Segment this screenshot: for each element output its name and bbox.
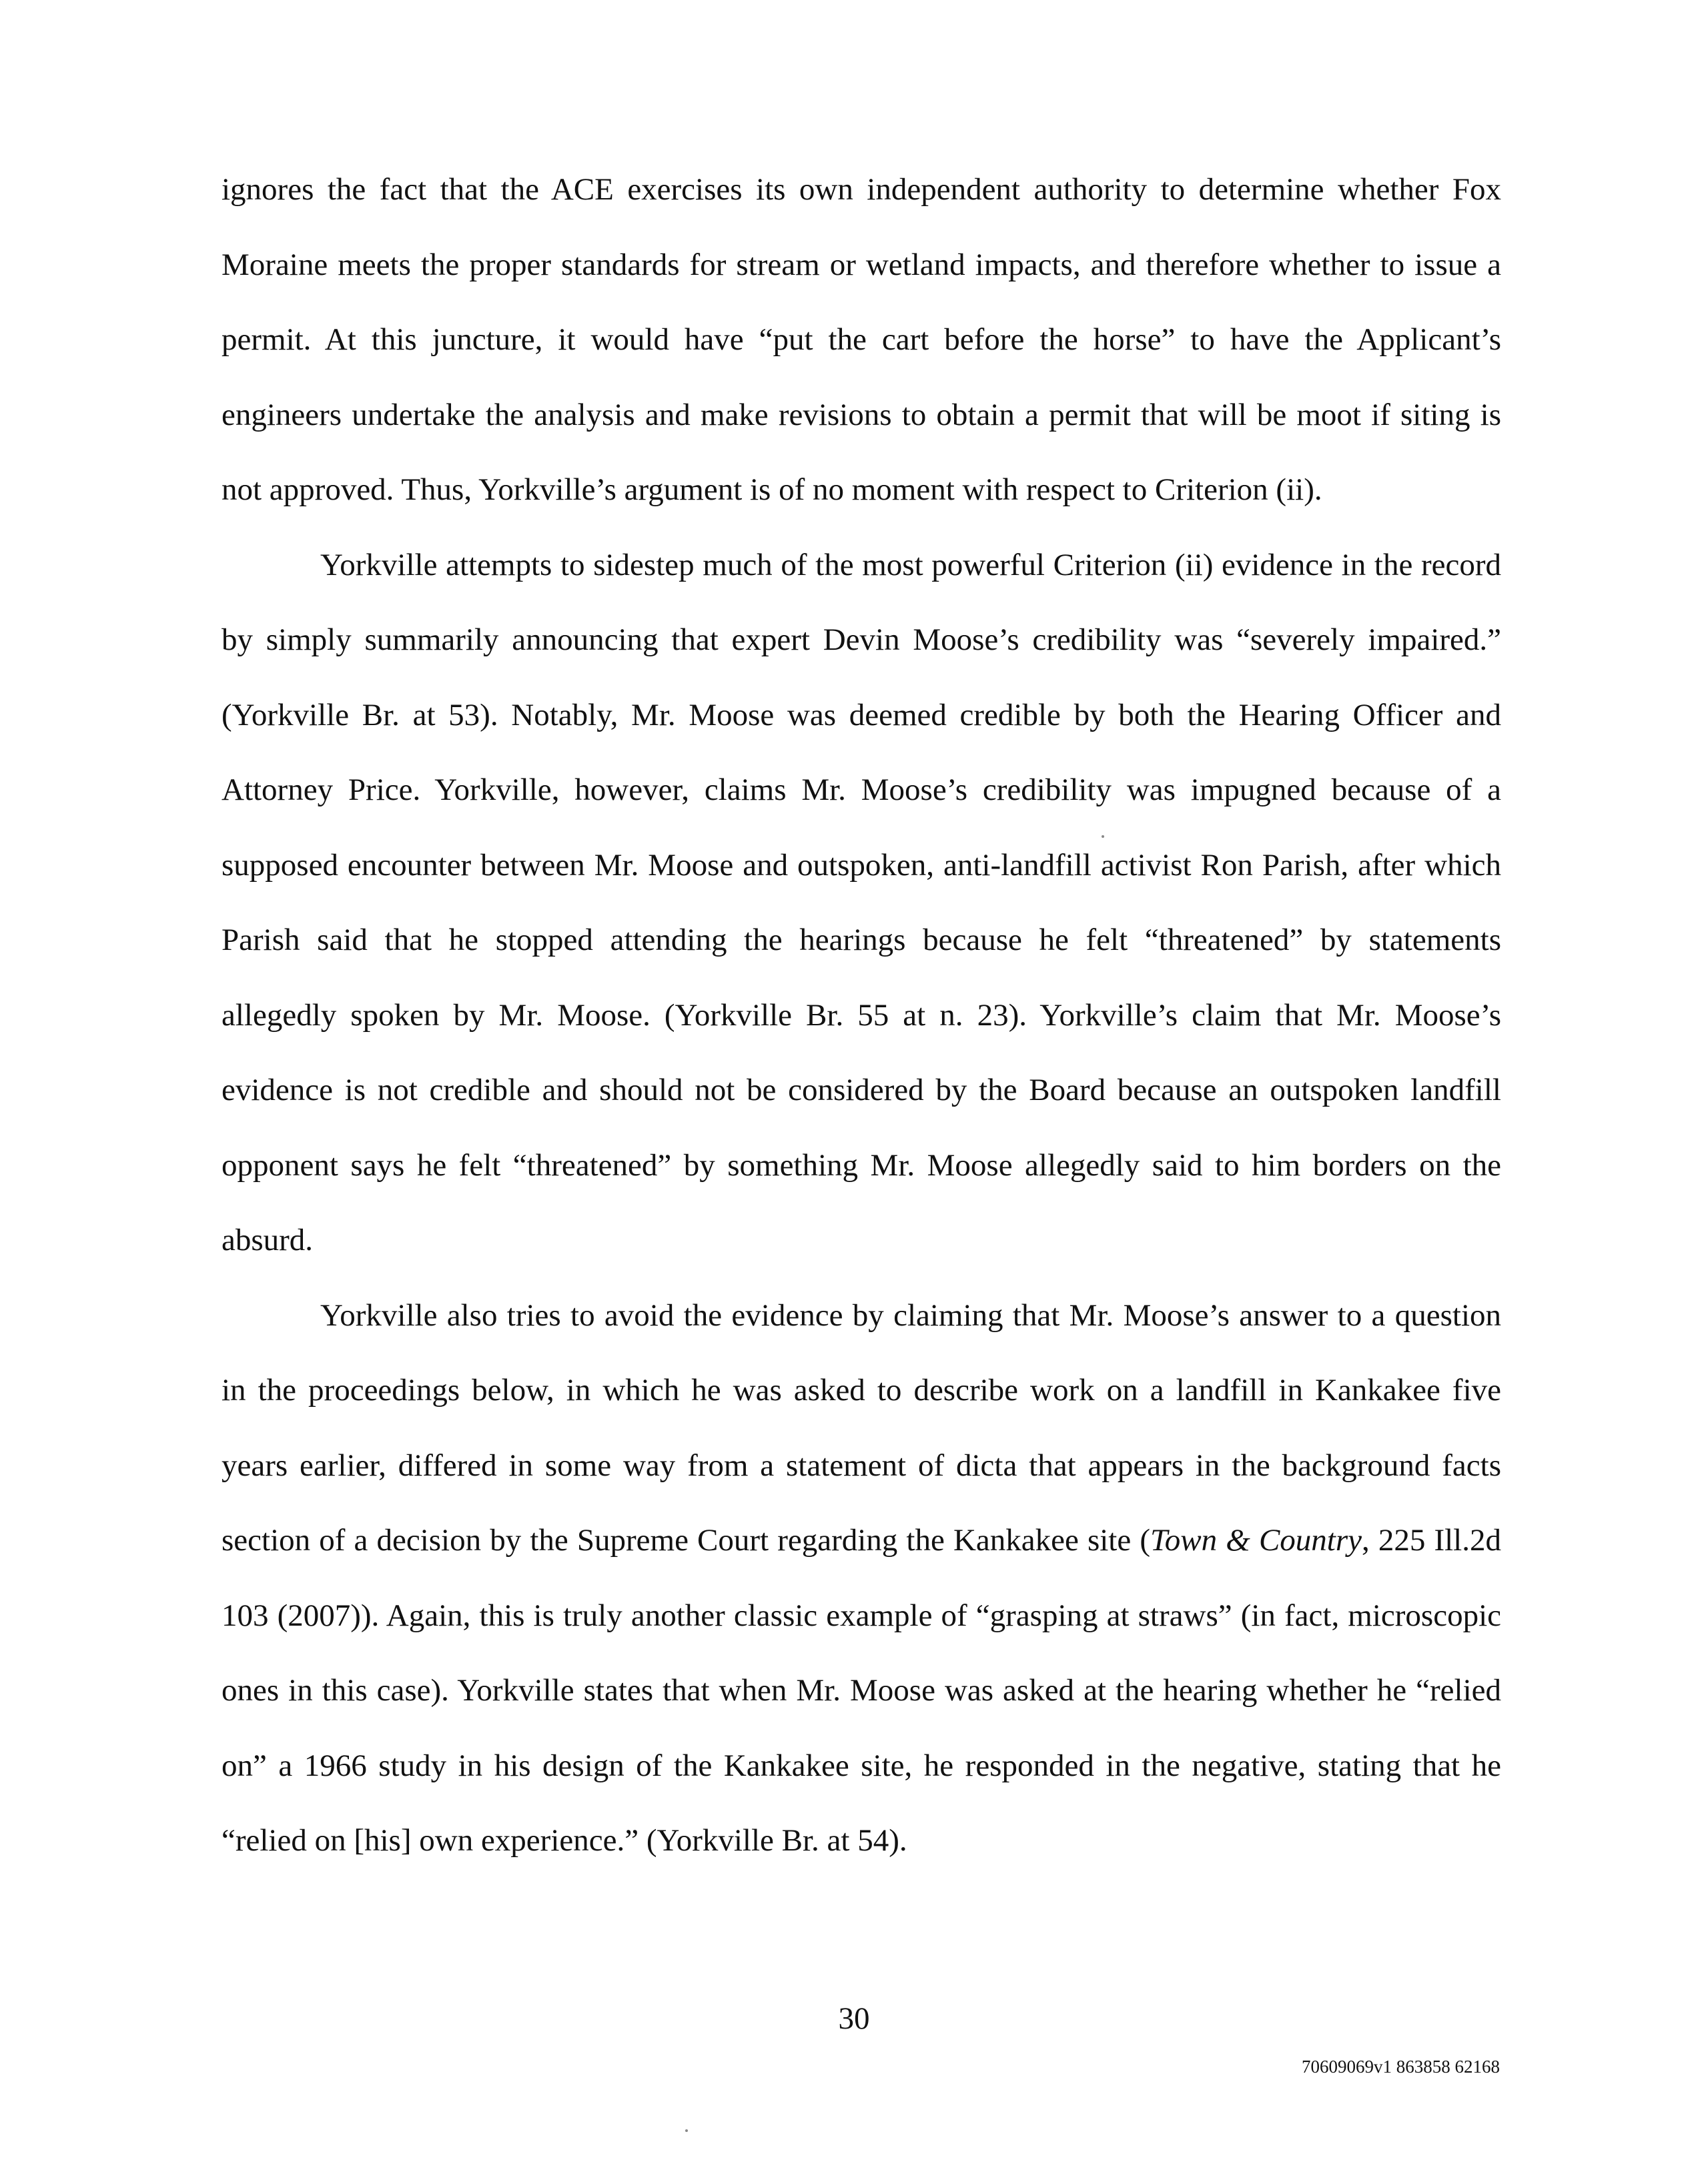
- document-id: 70609069v1 863858 62168: [1302, 2057, 1500, 2077]
- case-citation-name: Town & Country: [1150, 1523, 1362, 1558]
- paragraph-1: [222, 152, 1501, 528]
- paragraph-3-text-start: Yorkville also tries to avoid the evidence by claiming that Mr. Moose’s answer to a question in the proceedings below, in which he was asked to describe work on a landfill in Kankakee five years earlier, differed in some way from a statement of dicta that appears in the background facts section of a decision by the Supreme Court regarding the Kankakee site (: [222, 1297, 1501, 1558]
- scan-speck-mark: [685, 2129, 688, 2132]
- paragraph-3: [222, 1278, 1501, 1878]
- paragraph-3-text-end: , 225 Ill.2d 103 (2007)). Again, this is truly another classic example of “grasping at straws” (in fact, microscopic ones in this case). Yorkville states that when Mr. Moose was asked at the hearing whether he “relied on” a 1966 study in his design of the Kankakee site, he responded in the negative, stating that he “relied on [his] own experience.” (Yorkville Br. at 54).: [222, 1523, 1501, 1858]
- body-text: [222, 152, 1501, 1878]
- paragraph-2-text: Yorkville attempts to sidestep much of the most powerful Criterion (ii) evidence in the record by simply summarily announcing that expert Devin Moose’s credibility was “severely impaired.” (Yorkville Br. at 53). Notably, Mr. Moose was deemed credible by both the Hearing Officer and Attorney Price. Yorkville, however, claims Mr. Moose’s credibility was impugned because of a supposed encounter between Mr. Moose and outspoken, anti-landfill activist Ron Parish, after which Parish said that he stopped attending the hearings because he felt “threatened” by statements allegedly spoken by Mr. Moose. (Yorkville Br. 55 at n. 23). Yorkville’s claim that Mr. Moose’s evidence is not credible and should not be considered by the Board because an outspoken landfill opponent says he felt “threatened” by something Mr. Moose allegedly said to him borders on the absurd.: [222, 547, 1501, 1257]
- paragraph-1-text: ignores the fact that the ACE exercises its own independent authority to determine whether Fox Moraine meets the proper standards for stream or wetland impacts, and therefore whether to issue a permit. At this juncture, it would have “put the cart before the horse” to have the Applicant’s engineers undertake the analysis and make revisions to obtain a permit that will be moot if siting is not approved. Thus, Yorkville’s argument is of no moment with respect to Criterion (ii).: [222, 172, 1501, 507]
- page-number: 30: [838, 2001, 870, 2036]
- paragraph-2: [222, 528, 1501, 1278]
- scan-speck-mark: [1102, 835, 1104, 838]
